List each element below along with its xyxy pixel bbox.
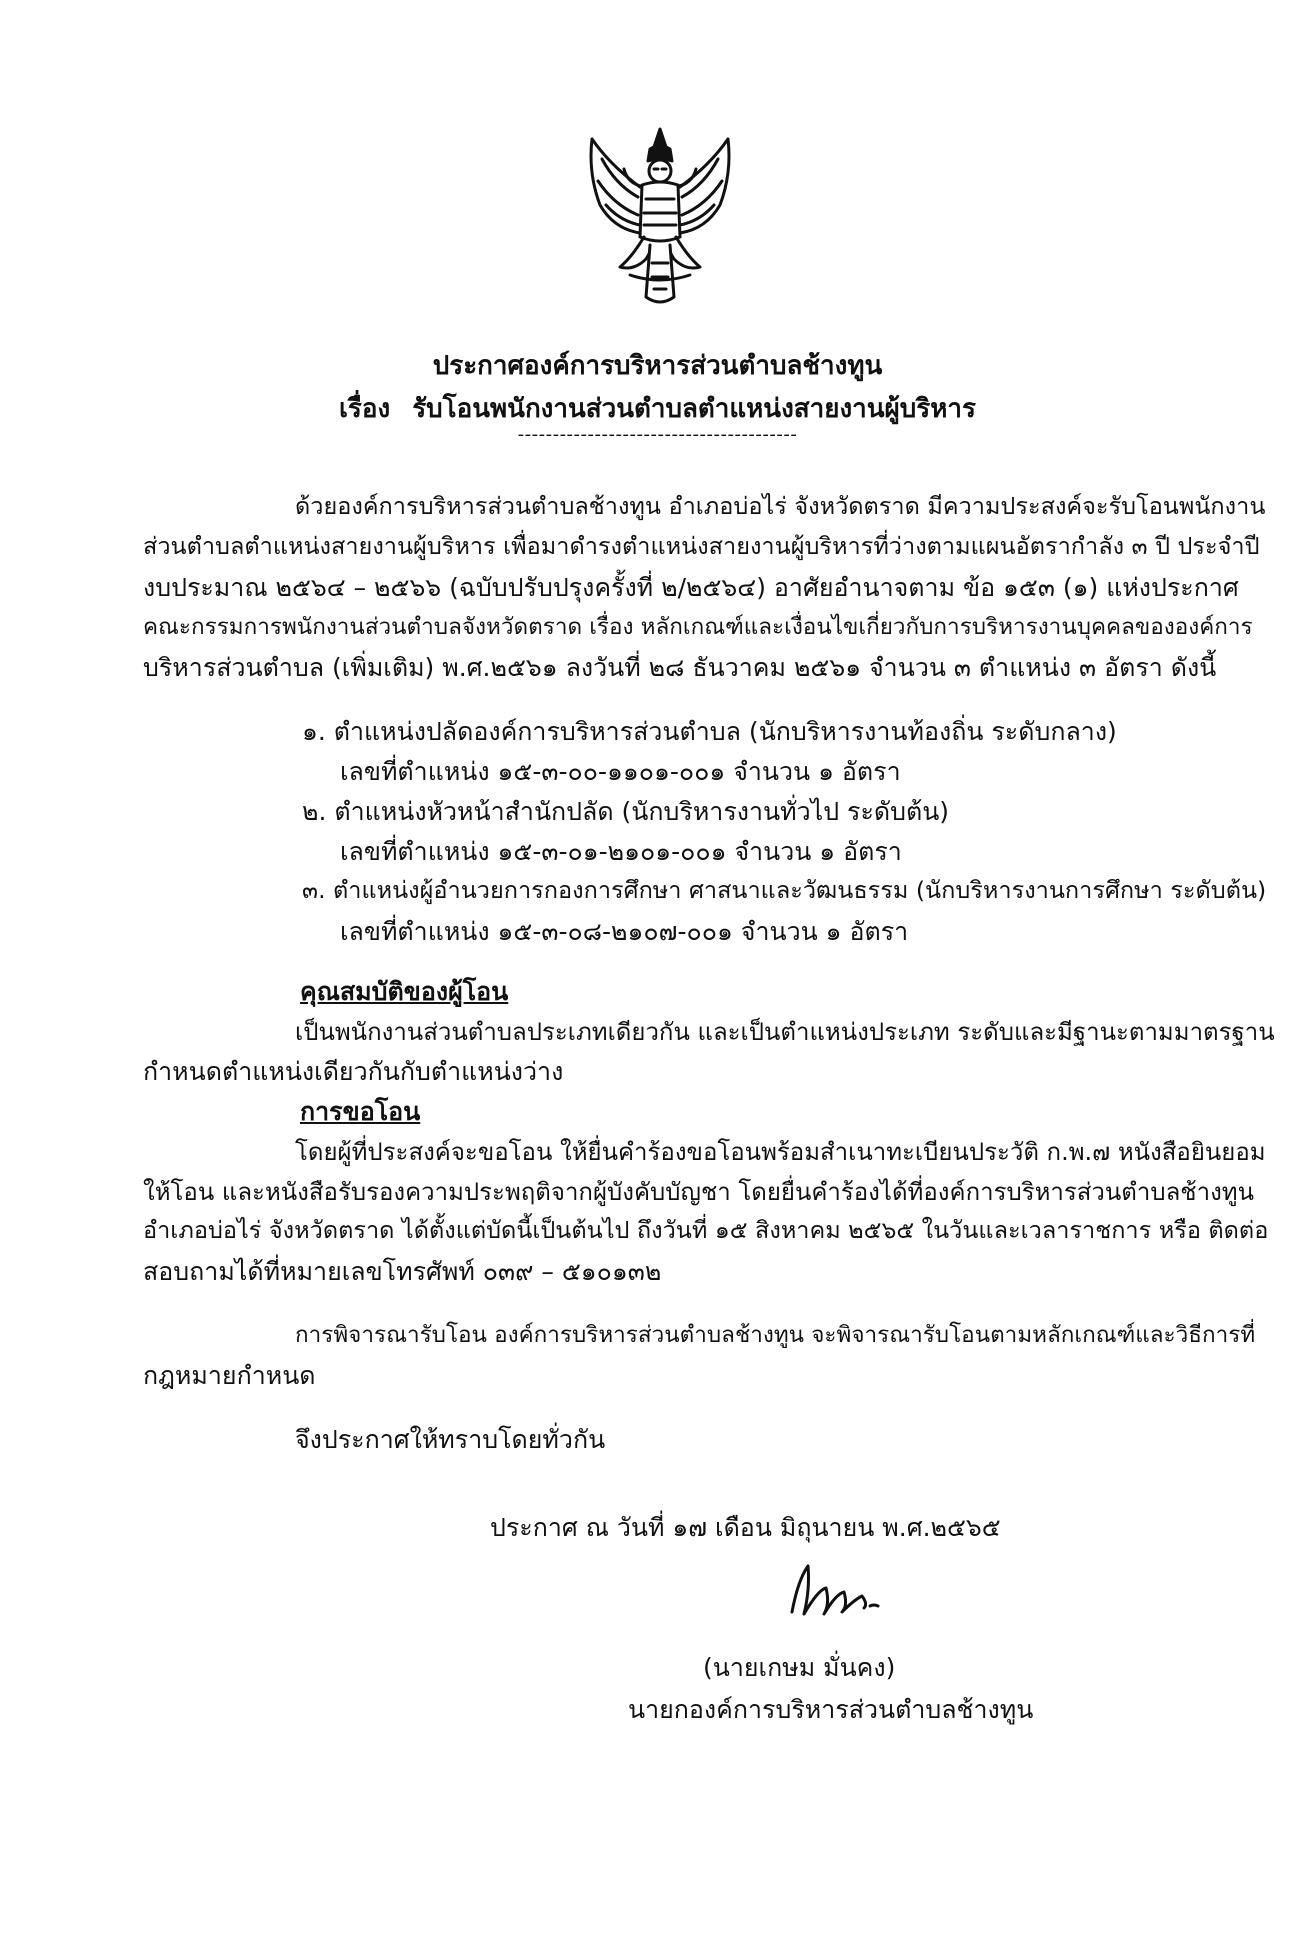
transfer-request-line: โดยผู้ที่ประสงค์จะขอโอน ให้ยื่นคำร้องขอโอนพร้อมสำเนาทะเบียนประวัติ ก.พ.๗ หนังสือยินยอม [295, 1138, 1266, 1166]
position-title: ๑. ตำแหน่งปลัดองค์การบริหารส่วนตำบล (นักบริหารงานท้องถิ่น ระดับกลาง) [302, 717, 1117, 746]
subject-text: รับโอนพนักงานส่วนตำบลตำแหน่งสายงานผู้บริหาร [412, 394, 976, 424]
position-title: ๒. ตำแหน่งหัวหน้าสำนักปลัด (นักบริหารงานทั่วไป ระดับต้น) [302, 797, 950, 826]
transfer-request-line: อำเภอบ่อไร่ จังหวัดตราด ได้ตั้งแต่บัดนี้เป็นต้นไป ถึงวันที่ ๑๕ สิงหาคม ๒๕๖๕ ในวันและเวลาราชการ หรือ ติดต่อ [143, 1216, 1269, 1244]
signatory-name: (นายเกษม มั่นคง) [703, 1653, 896, 1682]
consideration-line: การพิจารณารับโอน องค์การบริหารส่วนตำบลช้างทูน จะพิจารณารับโอนตามหลักเกณฑ์และวิธีการที่ [295, 1322, 1256, 1348]
qualifications-line: กำหนดตำแหน่งเดียวกันกับตำแหน่งว่าง [143, 1057, 564, 1086]
position-number: เลขที่ตำแหน่ง ๑๕-๓-๐๘-๒๑๐๗-๐๐๑ จำนวน ๑ อัตรา [340, 917, 909, 946]
signature-icon [778, 1560, 898, 1620]
intro-line: บริหารส่วนตำบล (เพิ่มเติม) พ.ศ.๒๕๖๑ ลงวันที่ ๒๘ ธันวาคม ๒๕๖๑ จำนวน ๓ ตำแหน่ง ๓ อัตรา ดังนี้ [143, 653, 1217, 682]
title-divider: ---------------------------------------- [517, 424, 798, 445]
position-title: ๓. ตำแหน่งผู้อำนวยการกองการศึกษา ศาสนาและวัฒนธรรม (นักบริหารงานการศึกษา ระดับต้น) [302, 876, 1267, 904]
announcement-title: ประกาศองค์การบริหารส่วนตำบลช้างทูน [432, 351, 883, 381]
transfer-request-line: สอบถามได้ที่หมายเลขโทรศัพท์ ๐๓๙ – ๕๑๐๑๓๒ [143, 1257, 662, 1286]
transfer-request-line: ให้โอน และหนังสือรับรองความประพฤติจากผู้บังคับบัญชา โดยยื่นคำร้องได้ที่องค์การบริหารส่วนตำบลช้างทูน [143, 1178, 1255, 1206]
qualifications-heading: คุณสมบัติของผู้โอน [300, 977, 509, 1006]
position-number: เลขที่ตำแหน่ง ๑๕-๓-๐๐-๑๑๐๑-๐๐๑ จำนวน ๑ อัตรา [340, 757, 901, 786]
consideration-line: กฎหมายกำหนด [143, 1361, 316, 1390]
intro-line: คณะกรรมการพนักงานส่วนตำบลจังหวัดตราด เรื่อง หลักเกณฑ์และเงื่อนไขเกี่ยวกับการบริหารงานบุคคลขององค์การ [143, 614, 1253, 640]
announcement-subject [0, 388, 1315, 429]
intro-line: ส่วนตำบลตำแหน่งสายงานผู้บริหาร เพื่อมาดำรงตำแหน่งสายงานผู้บริหารที่ว่างตามแผนอัตรากำลัง ๓ ปี ประจำปี [143, 532, 1260, 560]
signatory-position: นายกองค์การบริหารส่วนตำบลช้างทูน [628, 1695, 1034, 1724]
position-number: เลขที่ตำแหน่ง ๑๕-๓-๐๑-๒๑๐๑-๐๐๑ จำนวน ๑ อัตรา [340, 837, 902, 866]
subject-label: เรื่อง [339, 394, 391, 424]
closing-line: จึงประกาศให้ทราบโดยทั่วกัน [295, 1425, 606, 1454]
transfer-request-heading: การขอโอน [300, 1097, 421, 1126]
garuda-emblem-icon [580, 125, 740, 310]
qualifications-line: เป็นพนักงานส่วนตำบลประเภทเดียวกัน และเป็นตำแหน่งประเภท ระดับและมีฐานะตามมาตรฐาน [295, 1018, 1275, 1046]
intro-line: งบประมาณ ๒๕๖๔ – ๒๕๖๖ (ฉบับปรับปรุงครั้งที่ ๒/๒๕๖๔) อาศัยอำนาจตาม ข้อ ๑๕๓ (๑) แห่งประกาศ [143, 573, 1239, 602]
intro-line: ด้วยองค์การบริหารส่วนตำบลช้างทูน อำเภอบ่อไร่ จังหวัดตราด มีความประสงค์จะรับโอนพนักงาน [295, 492, 1266, 520]
announcement-date: ประกาศ ณ วันที่ ๑๗ เดือน มิถุนายน พ.ศ.๒๕๖๕ [490, 1513, 1001, 1542]
